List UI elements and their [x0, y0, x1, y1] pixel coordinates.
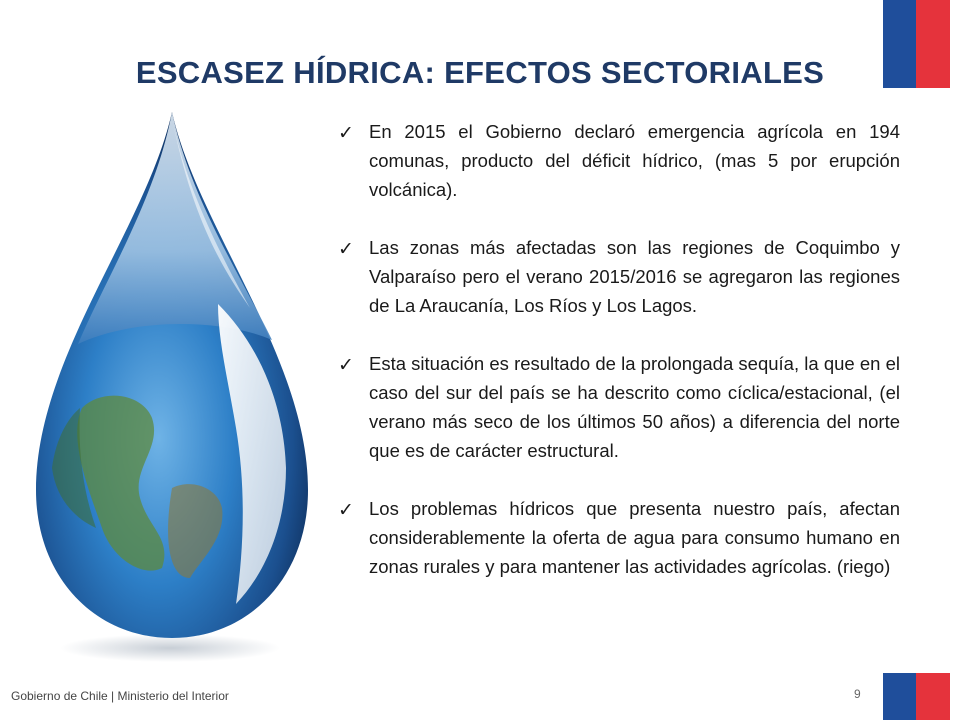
checkmark-icon: ✓: [338, 355, 354, 376]
bullet-item: [338, 494, 900, 581]
page-number: 9: [854, 687, 861, 701]
flag-bar-bottom: [883, 673, 950, 720]
water-drop-globe-image: [22, 108, 322, 668]
bullet-item: [338, 349, 900, 465]
bullet-item: [338, 233, 900, 320]
bullet-text: Esta situación es resultado de la prolongada sequía, la que en el caso del sur del país se ha descrito como cíclica/estacional, (el verano más seco de los últimos 50 años) a diferencia del norte que es de carácter estructural.: [369, 353, 900, 461]
bullet-list: [338, 117, 900, 581]
flag-red-stripe: [916, 673, 950, 720]
flag-red-stripe: [916, 0, 950, 88]
bullet-text: En 2015 el Gobierno declaró emergencia agrícola en 194 comunas, producto del déficit hídrico, (mas 5 por erupción volcánica).: [369, 121, 900, 200]
checkmark-icon: ✓: [338, 500, 354, 521]
checkmark-icon: ✓: [338, 239, 354, 260]
footer-text: Gobierno de Chile | Ministerio del Interior: [11, 689, 229, 703]
flag-bar-top: [883, 0, 950, 88]
bullet-text: Los problemas hídricos que presenta nuestro país, afectan considerablemente la oferta de agua para consumo humano en zonas rurales y para mantener las actividades agrícolas. (riego): [369, 498, 900, 577]
slide-title: ESCASEZ HÍDRICA: EFECTOS SECTORIALES: [135, 55, 825, 90]
flag-blue-stripe: [883, 673, 916, 720]
bullet-item: [338, 117, 900, 204]
bullet-text: Las zonas más afectadas son las regiones de Coquimbo y Valparaíso pero el verano 2015/2016 se agregaron las regiones de La Araucanía, Los Ríos y Los Lagos.: [369, 237, 900, 316]
checkmark-icon: ✓: [338, 123, 354, 144]
flag-blue-stripe: [883, 0, 916, 88]
